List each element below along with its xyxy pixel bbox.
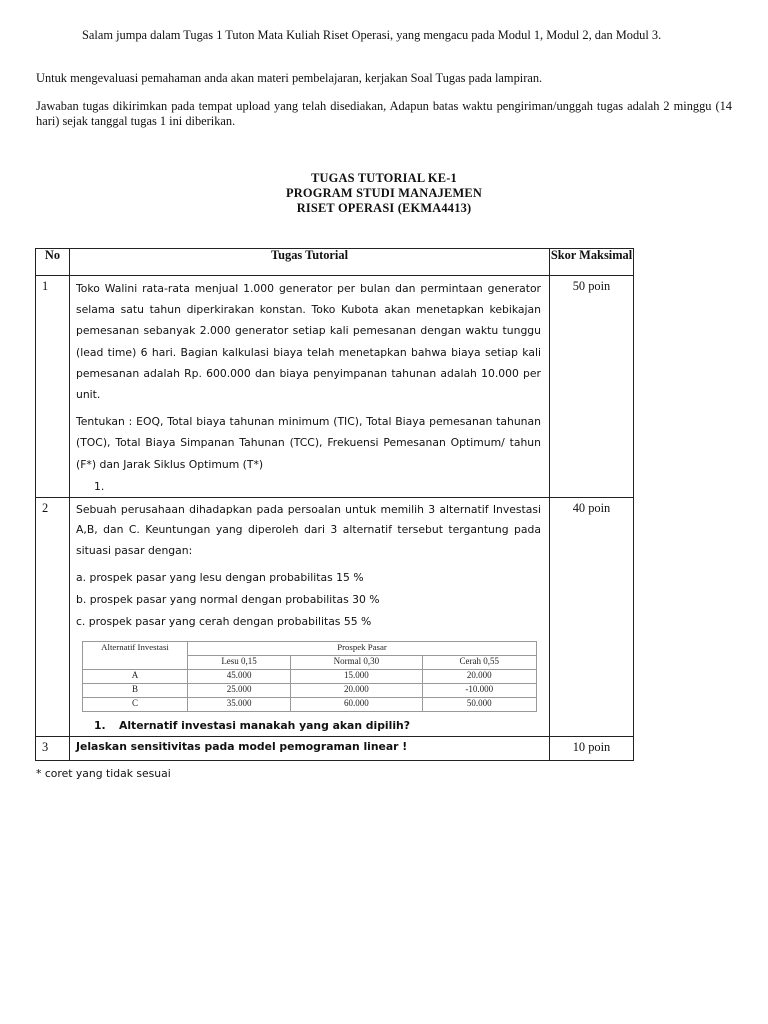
task-2-option-b: b. prospek pasar yang normal dengan probabilitas 30 % [76, 593, 380, 607]
footnote: * coret yang tidak sesuai [36, 767, 171, 780]
task-2-option-c: c. prospek pasar yang cerah dengan probabilitas 55 % [76, 615, 372, 629]
inner-cell: 20.000 [422, 670, 536, 684]
inner-cell: 50.000 [422, 698, 536, 712]
header-no: No [36, 249, 70, 276]
title-line-2: PROGRAM STUDI MANAJEMEN [286, 186, 482, 200]
task-content-3 [70, 737, 550, 761]
row-score: 10 poin [550, 737, 634, 761]
inner-cell: 35.000 [188, 698, 291, 712]
task-1-list-item [94, 479, 541, 495]
task-content-2 [70, 497, 550, 737]
investment-table [82, 641, 537, 712]
row-number: 1 [36, 276, 70, 498]
task-row-1 [36, 276, 634, 498]
inner-cell-alt: A [83, 670, 188, 684]
task-content-1 [70, 276, 550, 498]
inner-row [83, 684, 537, 698]
inner-row [83, 698, 537, 712]
row-score: 50 poin [550, 276, 634, 498]
title-line-3: RISET OPERASI (EKMA4413) [296, 201, 472, 215]
inner-subheader: Cerah 0,55 [422, 656, 536, 670]
header-score: Skor Maksimal [550, 249, 634, 276]
intro-paragraph-2: Untuk mengevaluasi pemahaman anda akan materi pembelajaran, kerjakan Soal Tugas pada lampiran. [36, 71, 543, 85]
task-1-description: Toko Walini rata-rata menjual 1.000 generator per bulan dan permintaan generator selama satu tahun diperkirakan konstan. Toko Kubota akan menetapkan kebikajan pemesanan sebanyak 2.000 generator setiap kali pemesanan dengan waktu tunggu (lead time) 6 hari. Bagian kalkulasi biaya telah menetapkan bahwa biaya setiap kali pemesanan adalah Rp. 600.000 dan biaya penyimpanan tahunan adalah 10.000 per unit. [76, 282, 541, 402]
inner-subheader: Normal 0,30 [291, 656, 422, 670]
row-score: 40 poin [550, 497, 634, 737]
inner-cell-alt: B [83, 684, 188, 698]
intro-paragraph-1: Salam jumpa dalam Tugas 1 Tuton Mata Kuliah Riset Operasi, yang mengacu pada Modul 1, Modul 2, dan Modul 3. [82, 28, 662, 42]
task-2-question [94, 718, 541, 734]
title-line-1: TUGAS TUTORIAL KE-1 [311, 171, 457, 185]
inner-cell-alt: C [83, 698, 188, 712]
task-3-description: Jelaskan sensitivitas pada model pemograman linear ! [76, 740, 408, 754]
task-2-question-text: Alternatif investasi manakah yang akan dipilih? [119, 719, 410, 733]
inner-row [83, 670, 537, 684]
task-row-2 [36, 497, 634, 737]
task-2-list-number: 1. [94, 719, 106, 733]
inner-cell: 45.000 [188, 670, 291, 684]
inner-cell: 15.000 [291, 670, 422, 684]
header-task: Tugas Tutorial [70, 249, 550, 276]
task-2-description: Sebuah perusahaan dihadapkan pada persoalan untuk memilih 3 alternatif Investasi A,B, dan C. Keuntungan yang diperoleh dari 3 alternatif tersebut tergantung pada situasi pasar dengan: [76, 502, 541, 557]
task-2-option-a: a. prospek pasar yang lesu dengan probabilitas 15 % [76, 571, 364, 585]
row-number: 3 [36, 737, 70, 761]
task-table-header [36, 249, 634, 276]
inner-subheader: Lesu 0,15 [188, 656, 291, 670]
task-1-instruction: Tentukan : EOQ, Total biaya tahunan minimum (TIC), Total Biaya pemesanan tahunan (TOC), Total Biaya Simpanan Tahunan (TCC), Frekuensi Pemesanan Optimum/ tahun (F*) dan Jarak Siklus Optimum (T*) [76, 415, 541, 471]
inner-cell: 60.000 [291, 698, 422, 712]
task-1-list-number: 1. [94, 479, 105, 493]
inner-cell: 25.000 [188, 684, 291, 698]
row-number: 2 [36, 497, 70, 737]
task-table [35, 248, 634, 761]
inner-cell: -10.000 [422, 684, 536, 698]
task-row-3 [36, 737, 634, 761]
inner-cell: 20.000 [291, 684, 422, 698]
inner-header-group: Prospek Pasar [188, 642, 537, 656]
intro-paragraph-3: Jawaban tugas dikirimkan pada tempat upload yang telah disediakan, Adapun batas waktu pengiriman/unggah tugas adalah 2 minggu (14 hari) sejak tanggal tugas 1 ini diberikan. [36, 99, 732, 128]
inner-header-alternative: Alternatif Investasi [83, 642, 188, 670]
